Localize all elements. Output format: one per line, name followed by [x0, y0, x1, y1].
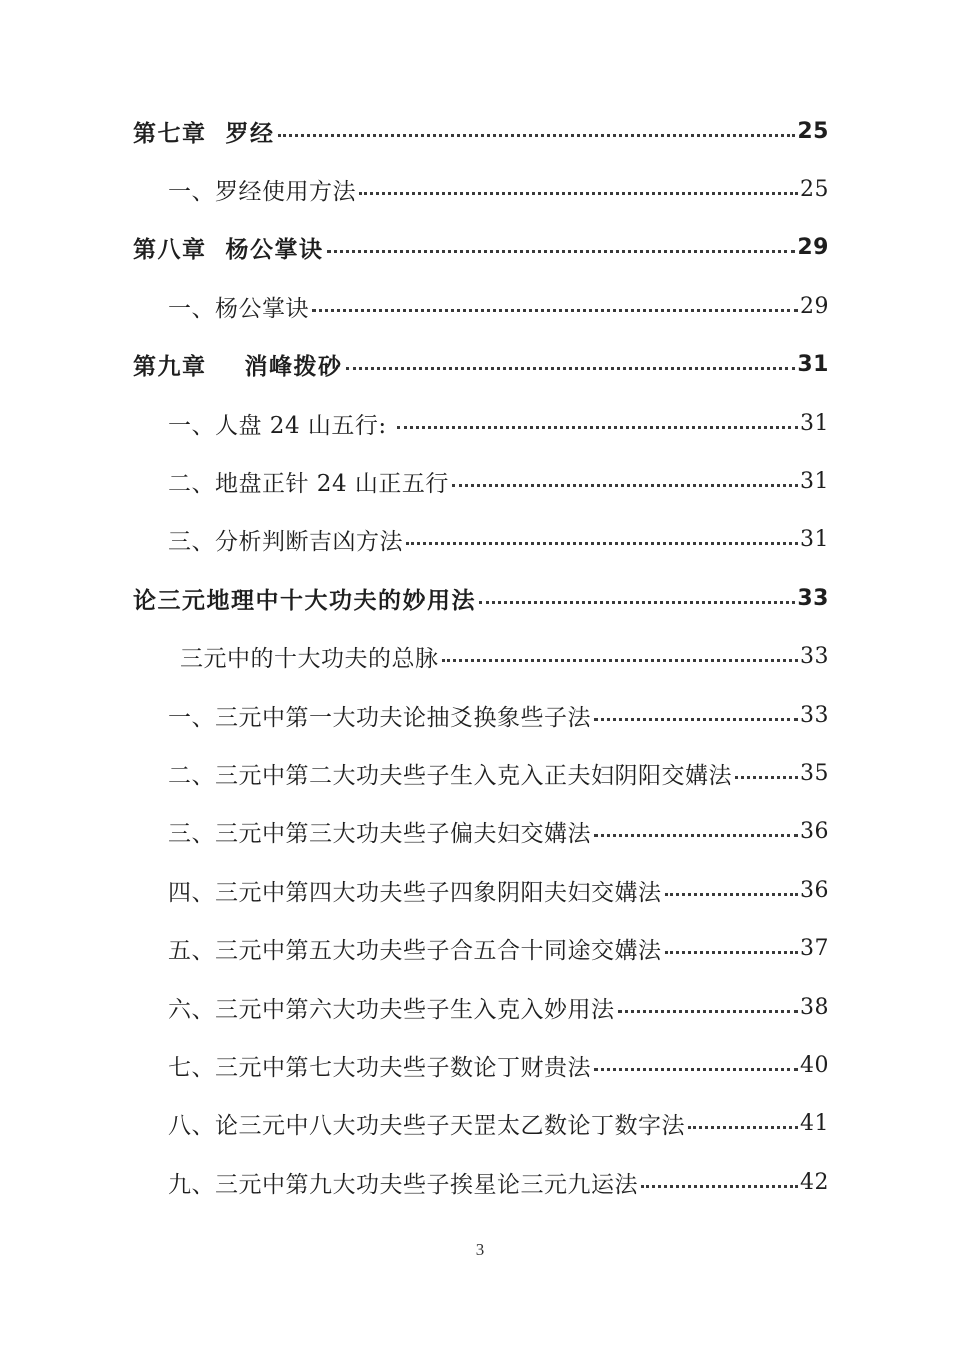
toc-dot-leader	[618, 1010, 799, 1013]
toc-entry-page: 42	[800, 1169, 829, 1195]
toc-dot-leader	[442, 659, 799, 662]
toc-entry-page: 33	[797, 585, 829, 611]
toc-entry-title: 第七章 罗经	[133, 120, 275, 147]
toc-entry-title: 四、三元中第四大功夫些子四象阴阳夫妇交媾法	[168, 879, 662, 906]
toc-section-entry	[0, 686, 960, 744]
toc-section-entry	[0, 511, 960, 569]
toc-entry-page: 36	[800, 819, 829, 845]
toc-dot-leader	[359, 192, 798, 195]
toc-dot-leader	[735, 776, 798, 779]
toc-entry-page: 40	[800, 1052, 829, 1078]
toc-entry-title: 二、三元中第二大功夫些子生入克入正夫妇阴阳交媾法	[168, 762, 732, 789]
toc-entry-page: 36	[800, 877, 829, 903]
toc-entry-page: 37	[800, 936, 829, 962]
toc-entry-title: 二、地盘正针 24 山正五行	[168, 471, 449, 498]
toc-entry-title: 一、杨公掌诀	[168, 295, 309, 322]
toc-entry-page: 25	[800, 177, 829, 203]
toc-entry-title: 八、论三元中八大功夫些子天罡太乙数论丁数字法	[168, 1113, 685, 1140]
toc-entry-title: 第八章 杨公掌诀	[133, 237, 324, 264]
toc-dot-leader	[665, 893, 799, 896]
toc-entry-page: 25	[797, 118, 829, 144]
toc-entry-page: 33	[800, 644, 829, 670]
toc-entry-page: 31	[800, 527, 829, 553]
toc-section-entry	[0, 394, 960, 452]
page-number: 3	[475, 1240, 485, 1259]
toc-entry-title: 论三元地理中十大功夫的妙用法	[133, 587, 476, 614]
toc-entry-title: 三元中的十大功夫的总脉	[180, 646, 439, 673]
toc-chapter-entry	[0, 102, 960, 160]
toc-dot-leader	[327, 250, 796, 253]
toc-entry-page: 29	[797, 235, 829, 261]
toc-section-entry	[0, 628, 960, 686]
toc-entry-title: 五、三元中第五大功夫些子合五合十同途交媾法	[168, 938, 662, 965]
toc-entry-title: 七、三元中第七大功夫些子数论丁财贵法	[168, 1054, 591, 1081]
toc-entry-page: 33	[800, 702, 829, 728]
toc-section-entry	[0, 744, 960, 802]
table-of-contents	[0, 102, 960, 1211]
toc-section-entry	[0, 452, 960, 510]
toc-dot-leader	[346, 367, 796, 370]
toc-dot-leader	[452, 484, 798, 487]
toc-section-entry	[0, 160, 960, 218]
toc-section-entry	[0, 861, 960, 919]
toc-entry-page: 31	[800, 469, 829, 495]
toc-section-entry	[0, 1095, 960, 1153]
toc-dot-leader	[688, 1126, 798, 1129]
toc-dot-leader	[406, 542, 798, 545]
toc-section-entry	[0, 978, 960, 1036]
toc-chapter-entry	[0, 219, 960, 277]
toc-section-entry	[0, 803, 960, 861]
toc-dot-leader	[312, 309, 798, 312]
toc-chapter-entry	[0, 336, 960, 394]
toc-section-entry	[0, 919, 960, 977]
toc-entry-page: 29	[800, 293, 829, 319]
toc-dot-leader	[594, 1068, 798, 1071]
toc-entry-title: 一、罗经使用方法	[168, 179, 356, 206]
toc-entry-title: 三、三元中第三大功夫些子偏夫妇交媾法	[168, 821, 591, 848]
toc-entry-page: 31	[800, 410, 829, 436]
toc-dot-leader	[594, 834, 798, 837]
toc-entry-page: 31	[797, 352, 829, 378]
toc-section-entry	[0, 1153, 960, 1211]
toc-dot-leader	[641, 1185, 798, 1188]
toc-entry-title: 一、三元中第一大功夫论抽爻换象些子法	[168, 704, 591, 731]
toc-section-entry	[0, 277, 960, 335]
toc-dot-leader	[665, 951, 799, 954]
toc-chapter-entry	[0, 569, 960, 627]
toc-entry-title: 第九章 消峰拨砂	[133, 354, 343, 381]
toc-dot-leader	[479, 601, 795, 604]
toc-dot-leader	[278, 134, 796, 137]
toc-section-entry	[0, 1036, 960, 1094]
toc-entry-title: 九、三元中第九大功夫些子挨星论三元九运法	[168, 1171, 638, 1198]
toc-dot-leader	[594, 718, 798, 721]
toc-entry-title: 三、分析判断吉凶方法	[168, 529, 403, 556]
toc-dot-leader	[397, 426, 798, 429]
toc-entry-page: 38	[800, 994, 829, 1020]
toc-entry-title: 六、三元中第六大功夫些子生入克入妙用法	[168, 996, 615, 1023]
toc-entry-page: 35	[800, 760, 829, 786]
toc-entry-page: 41	[800, 1111, 829, 1137]
toc-entry-title: 一、人盘 24 山五行:	[168, 412, 395, 439]
